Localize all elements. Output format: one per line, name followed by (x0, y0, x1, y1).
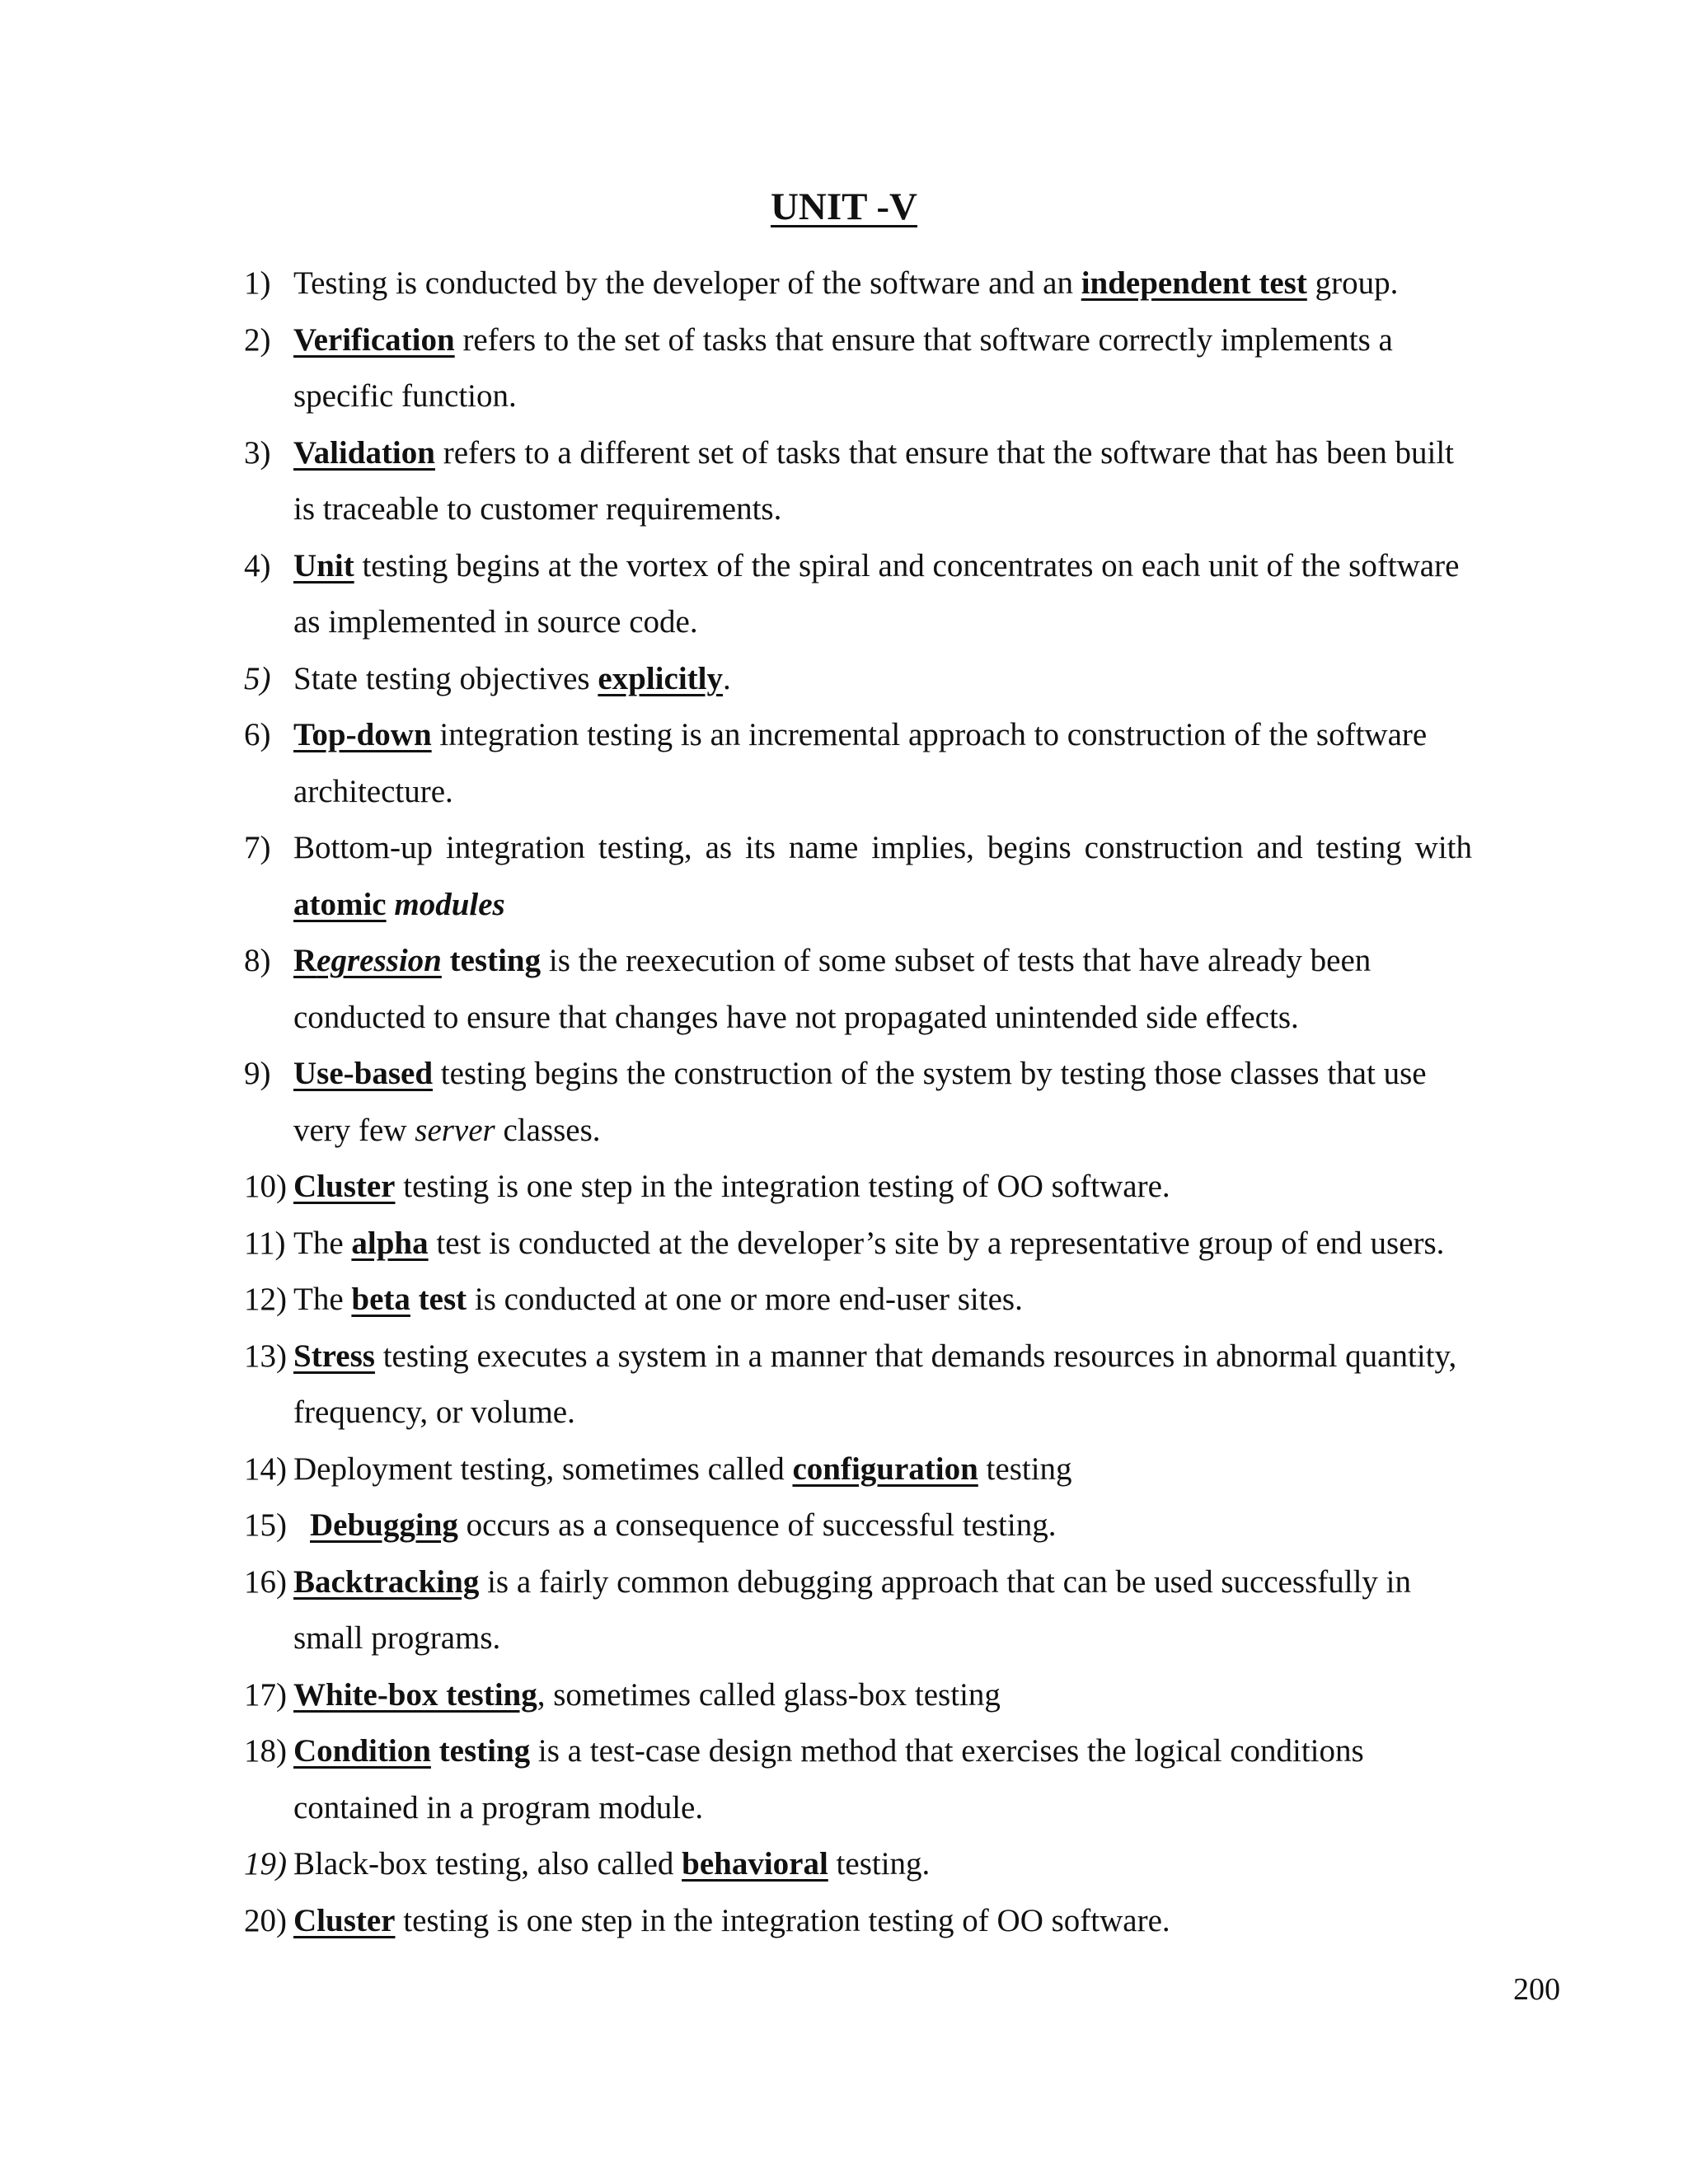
answer-keyword: R (293, 943, 317, 978)
question-list (244, 255, 1472, 1949)
item-text: refers to the set of tasks that ensure that software correctly implements a specific function. (293, 321, 1393, 414)
answer-keyword: explicitly (598, 660, 723, 696)
item-text: integration testing is an incremental approach to construction of the software architecture. (293, 717, 1428, 809)
list-item (244, 538, 1472, 651)
answer-keyword: Cluster (293, 1902, 396, 1938)
item-number: 5) (244, 660, 271, 696)
item-number: 2) (244, 321, 271, 358)
item-text: , sometimes called glass-box testing (537, 1676, 1001, 1713)
list-item (244, 1667, 1472, 1724)
item-number: 10) (244, 1169, 287, 1204)
item-text: testing (978, 1451, 1072, 1487)
item-text: . (722, 660, 731, 696)
item-text: testing is one step in the integration testing of OO software. (395, 1902, 1170, 1938)
item-number: 9) (244, 1056, 271, 1091)
item-number: 8) (244, 943, 271, 978)
list-item (244, 1272, 1472, 1329)
list-item (244, 1216, 1472, 1272)
item-number: 15) (244, 1507, 287, 1543)
item-number: 16) (244, 1563, 287, 1600)
item-number: 7) (244, 830, 271, 865)
item-number: 19) (244, 1846, 287, 1882)
item-text: The (293, 1282, 352, 1317)
item-text-emphasis: testing (438, 1733, 531, 1769)
answer-keyword: Validation (293, 434, 435, 471)
page-title: UNIT -V (770, 185, 918, 228)
answer-keyword: Unit (293, 547, 354, 583)
item-text: is a fairly common debugging approach that can be used successfully in small programs. (293, 1563, 1412, 1656)
item-number: 11) (244, 1225, 286, 1261)
answer-keyword: Use-based (293, 1056, 434, 1091)
item-text: Deployment testing, sometimes called (293, 1451, 793, 1487)
answer-keyword: White-box testing (293, 1676, 537, 1713)
item-text: testing begins the construction of the system by testing those classes that use very few (293, 1056, 1427, 1148)
item-number: 14) (244, 1451, 287, 1487)
item-text: group. (1306, 265, 1399, 301)
item-text-italic: server (415, 1112, 495, 1148)
item-text: is conducted at one or more end-user sites. (467, 1282, 1023, 1317)
answer-keyword: Stress (293, 1338, 375, 1374)
item-text: test is conducted at the developer’s site by a representative group of end users. (428, 1225, 1445, 1261)
item-text: Testing is conducted by the developer of the software and an (293, 265, 1081, 301)
item-text: testing is one step in the integration testing of OO software. (395, 1169, 1170, 1204)
answer-keyword: independent test (1081, 265, 1307, 301)
item-text: refers to a different set of tasks that ensure that the software that has been built is traceable to customer requirements. (293, 434, 1454, 527)
list-item (244, 255, 1472, 312)
item-number: 20) (244, 1902, 287, 1938)
answer-keyword: Verification (293, 321, 455, 358)
list-item (244, 425, 1472, 538)
item-text: Black-box testing, also called (293, 1846, 682, 1882)
answer-keyword: Condition (293, 1733, 431, 1769)
answer-keyword: atomic (293, 886, 387, 922)
item-text: State testing objectives (293, 660, 598, 696)
item-text-emphasis: test (418, 1282, 467, 1317)
item-number: 6) (244, 717, 271, 752)
list-item (244, 1441, 1472, 1498)
item-text-emphasis: testing (449, 943, 542, 978)
item-number: 17) (244, 1676, 287, 1713)
list-item (244, 651, 1472, 708)
list-item (244, 1329, 1472, 1441)
item-text: occurs as a consequence of successful testing. (457, 1507, 1057, 1543)
page-number: 200 (1513, 1972, 1560, 2007)
item-text: testing begins at the vortex of the spiral and concentrates on each unit of the software as implemented in source code. (293, 547, 1460, 640)
list-item (244, 1723, 1472, 1836)
item-number: 4) (244, 547, 271, 583)
answer-keyword: alpha (351, 1225, 429, 1261)
list-item (244, 1159, 1472, 1216)
item-number: 18) (244, 1733, 287, 1769)
list-item (244, 1497, 1472, 1554)
answer-keyword: Backtracking (293, 1563, 480, 1600)
item-text: testing. (828, 1846, 931, 1882)
item-number: 1) (244, 265, 271, 301)
list-item (244, 1046, 1472, 1159)
answer-keyword: Cluster (293, 1169, 396, 1204)
list-item (244, 707, 1472, 820)
list-item (244, 933, 1472, 1046)
answer-keyword: Top-down (293, 717, 432, 752)
answer-keyword: behavioral (682, 1846, 828, 1882)
item-text: is the reexecution of some subset of tests that have already been conducted to ensure that changes have not propagated unintended side effects. (293, 943, 1372, 1035)
list-item (244, 1554, 1472, 1667)
list-item (244, 1836, 1472, 1893)
answer-keyword: beta (351, 1282, 410, 1317)
item-number: 13) (244, 1338, 287, 1374)
list-item (244, 312, 1472, 425)
item-number: 3) (244, 434, 271, 471)
item-text-emphasis: modules (394, 886, 505, 922)
item-text: classes. (495, 1112, 601, 1148)
list-item (244, 1893, 1472, 1950)
answer-keyword: configuration (792, 1451, 978, 1487)
item-text: The (293, 1225, 352, 1261)
item-text: is a test-case design method that exercises the logical conditions contained in a program module. (293, 1733, 1364, 1825)
item-text: Bottom-up integration testing, as its name implies, begins construction and testing with (293, 830, 1472, 865)
item-text: testing executes a system in a manner that demands resources in abnormal quantity, frequency, or volume. (293, 1338, 1457, 1430)
answer-keyword: Debugging (310, 1507, 458, 1543)
answer-keyword: egression (316, 943, 442, 978)
list-item (244, 820, 1472, 933)
item-number: 12) (244, 1282, 287, 1317)
